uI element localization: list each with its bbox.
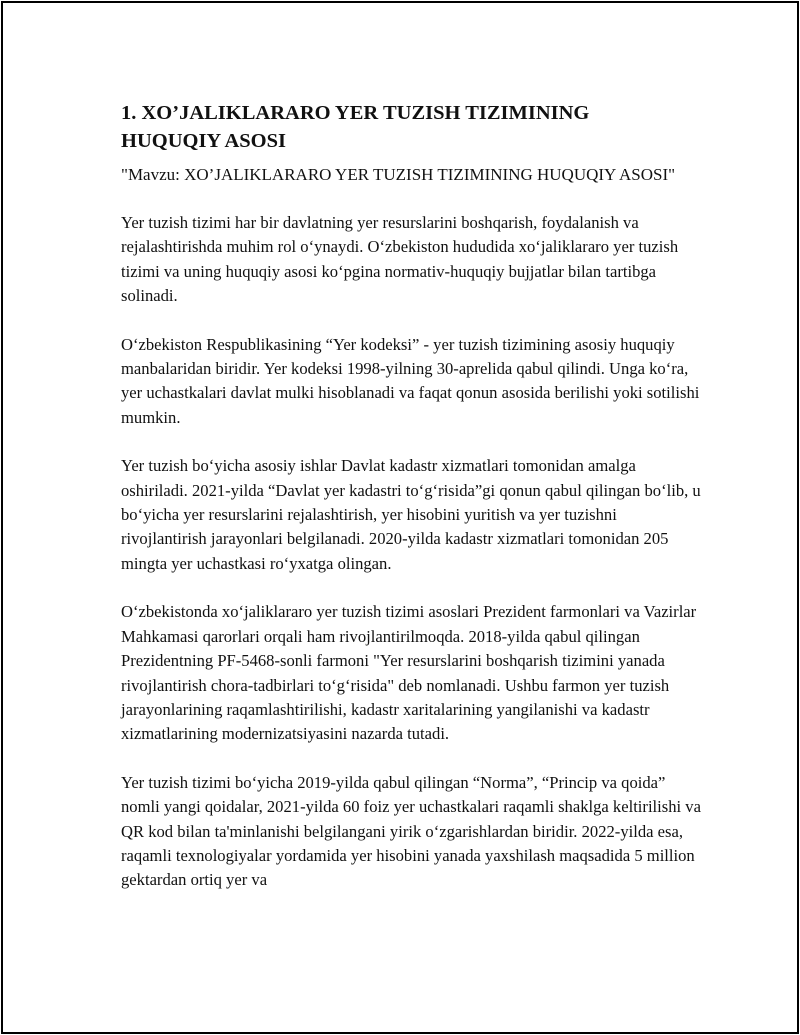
document-heading: 1. XO’JALIKLARARO YER TUZISH TIZIMINING HUQUQIY ASOSI [121,102,590,152]
paragraph-4: O‘zbekistonda xo‘jaliklararo yer tuzish tizimi asoslari Prezident farmonlari va Vazirlar Mahkamasi qarorlari orqali ham rivojlantirilmoqda. 2018-yilda qabul qilingan Prezidentning PF-5468-sonli farmoni "Yer resurslarini boshqarish tizimini yanada rivojlantirish chora-tadbirlari to‘g‘risida" deb nomlanadi. Ushbu farmon yer tuzish jarayonlarining raqamlashtirilishi, kadastr xaritalarining yangilanishi va kadastr xizmatlarining modernizatsiyasini nazarda tutadi. [121,602,697,744]
paragraph-1: Yer tuzish tizimi har bir davlatning yer resurslarini boshqarish, foydalanish va rejalashtirishda muhim rol o‘ynaydi. O‘zbekiston hududida xo‘jaliklararo yer tuzish tizimi va uning huquqiy asosi ko‘pgina normativ-huquqiy bujjatlar bilan tartibga solinadi. [121,213,679,306]
paragraph-5: Yer tuzish tizimi bo‘yicha 2019-yilda qabul qilingan “Norma”, “Princip va qoida” nomli yangi qoidalar, 2021-yilda 60 foiz yer uchastkalari raqamli shaklga keltirilishi va QR kod bilan ta'minlanishi belgilangani yirik o‘zgarishlardan biridir. 2022-yilda esa, raqamli texnologiyalar yordamida yer hisobini yanada yaxshilash maqsadida 5 million gektardan ortiq yer va [121,772,701,890]
page-frame [1,1,799,1034]
document-subtitle: "Mavzu: XO’JALIKLARARO YER TUZISH TIZIMINING HUQUQIY ASOSI" [121,165,676,184]
paragraph-3: Yer tuzish bo‘yicha asosiy ishlar Davlat kadastr xizmatlari tomonidan amalga oshiriladi. 2021-yilda “Davlat yer kadastri to‘g‘risida”gi qonun qabul qilingan bo‘lib, u bo‘yicha yer resurslarini rejalashtirish, yer hisobini yuritish va yer tuzishni rivojlantirish jarayonlari belgilanadi. 2020-yilda kadastr xizmatlari tomonidan 205 mingta yer uchastkasi ro‘yxatga olingan. [121,456,701,573]
document-body [121,99,701,917]
paragraph-2: O‘zbekiston Respublikasining “Yer kodeksi” - yer tuzish tizimining asosiy huquqiy manbalaridan biridir. Yer kodeksi 1998-yilning 30-aprelida qabul qilindi. Unga ko‘ra, yer uchastkalari davlat mulki hisoblanadi va faqat qonun asosida berilishi yoki sotilishi mumkin. [121,334,700,427]
